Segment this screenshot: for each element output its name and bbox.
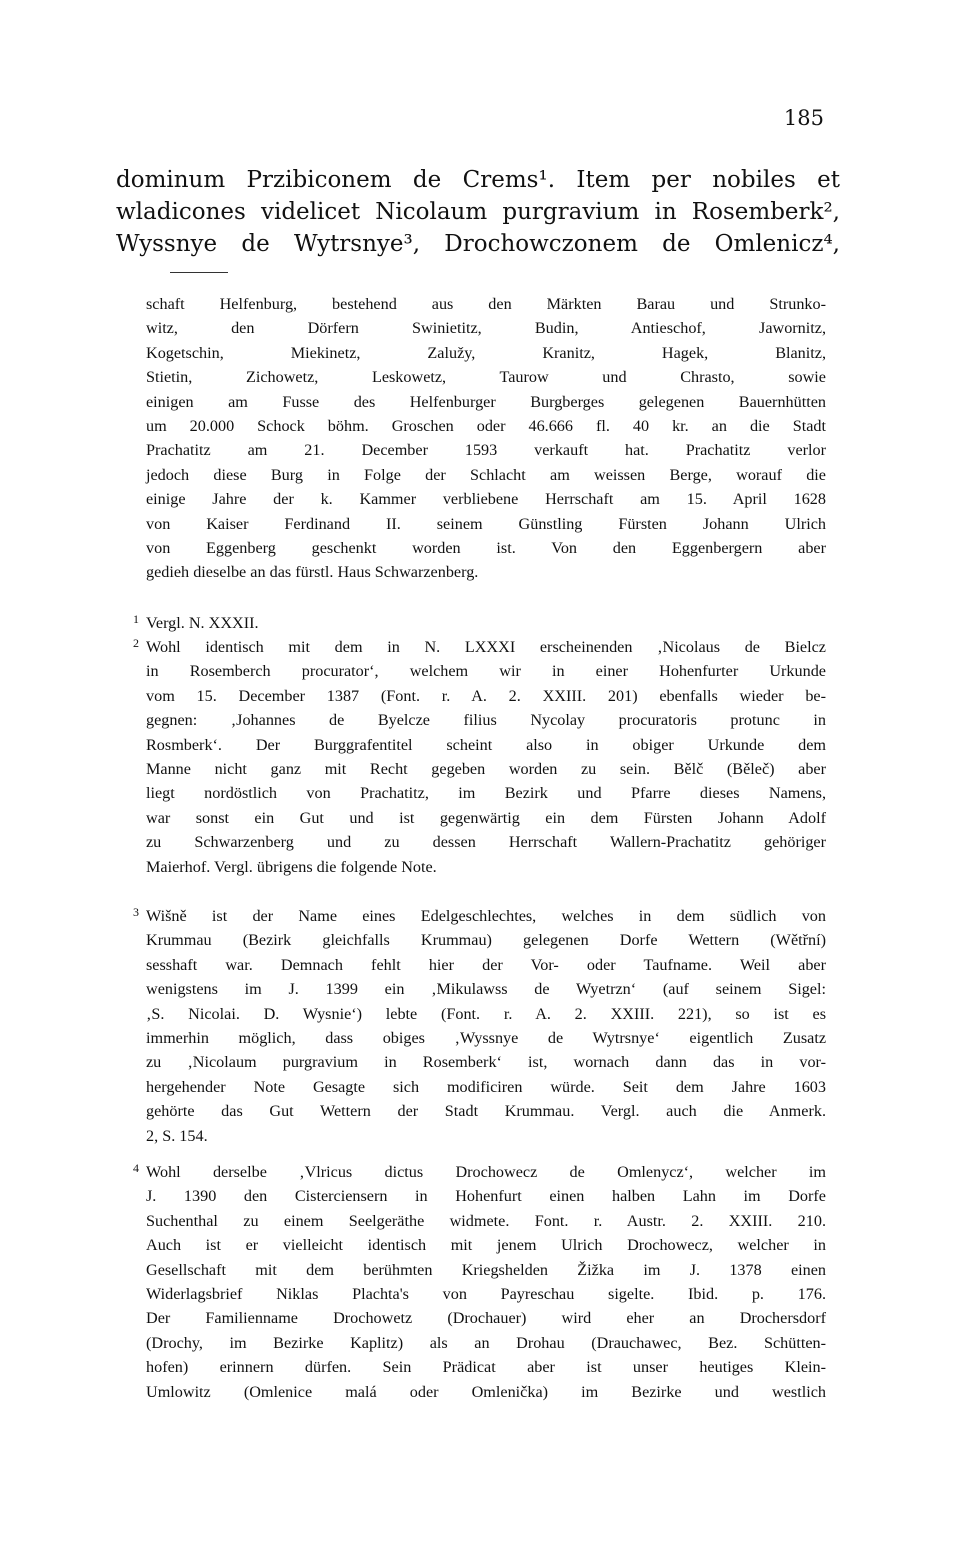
footnote-line: immerhin möglich, dass obiges ‚Wyssnye de Wytrsnye‘ eigentlich Zusatz — [146, 1029, 826, 1048]
footnote-line: Rosmberk‘. Der Burggrafentitel scheint also in obiger Urkunde dem — [146, 735, 826, 754]
footnote-2 — [133, 635, 826, 879]
footnote-line: ‚S. Nicolai. D. Wysnie‘) lebte (Font. r. A. 2. XXIII. 221), so ist es — [146, 1004, 826, 1023]
footnote-line: Maierhof. Vergl. übrigens die folgende Note. — [146, 857, 437, 876]
footnote-line: von Eggenberg geschenkt worden ist. Von den Eggenbergern aber — [146, 539, 826, 558]
footnote-line: um 20.000 Schock böhm. Groschen oder 46.666 fl. 40 kr. an die Stadt — [146, 417, 826, 436]
footnote-line: zu ‚Nicolaum purgravium in Rosemberk‘ ist, wornach dann das in vor- — [146, 1053, 826, 1072]
footnote-line: Kogetschin, Miekinetz, Zalužy, Kranitz, Hagek, Blanitz, — [146, 343, 826, 362]
footnote-line: einige Jahre der k. Kammer verbliebene Herrschaft am 15. April 1628 — [146, 490, 826, 509]
footnote-3 — [133, 904, 826, 1148]
footnote-line: Widerlagsbrief Niklas Plachta's von Payreschau sigelte. Ibid. p. 176. — [146, 1285, 826, 1304]
footnote-continuation — [146, 292, 826, 585]
footnote-line: witz, den Dörfern Swinietitz, Budin, Antieschof, Jawornitz, — [146, 319, 826, 338]
footnote-line: J. 1390 den Cisterciensern in Hohenfurt einen halben Lahn im Dorfe — [146, 1187, 826, 1206]
main-text-line: wladicones videlicet Nicolaum purgravium in Rosemberk², — [116, 199, 840, 225]
footnote-line: schaft Helfenburg, bestehend aus den Märkten Barau und Strunko- — [146, 295, 826, 313]
footnote-line: 2, S. 154. — [146, 1126, 208, 1145]
footnote-line: Umlowitz (Omlenice malá oder Omlenička) im Bezirke und westlich — [146, 1382, 826, 1401]
footnote-4 — [133, 1160, 826, 1404]
footnote-line: hofen) erinnern dürfen. Sein Prädicat aber ist unser heutiges Klein- — [146, 1358, 826, 1377]
footnote-line: Wohl identisch mit dem in N. LXXXI erscheinenden ‚Nicolaus de Bielcz — [146, 638, 826, 656]
footnote-line: gedieh dieselbe an das fürstl. Haus Schwarzenberg. — [146, 563, 479, 582]
footnote-line: Suchenthal zu einem Seelgeräthe widmete. Font. r. Austr. 2. XXIII. 210. — [146, 1211, 826, 1230]
footnote-line: vom 15. December 1387 (Font. r. A. 2. XXIII. 201) ebenfalls wieder be- — [146, 686, 826, 705]
main-text-line: dominum Przibiconem de Crems¹. Item per nobiles et — [116, 167, 840, 193]
footnote-1 — [133, 611, 826, 635]
footnote-line: gehörte das Gut Wettern der Stadt Krummau. Vergl. auch die Anmerk. — [146, 1102, 826, 1121]
footnote-line: einigen am Fusse des Helfenburger Burgberges gelegenen Bauernhütten — [146, 392, 826, 411]
footnote-marker: 4 — [133, 1161, 139, 1175]
footnote-line: Stietin, Zichowetz, Leskowetz, Taurow und Chrasto, sowie — [146, 368, 826, 387]
footnote-marker: 2 — [133, 636, 139, 650]
footnote-line: Vergl. N. XXXII. — [146, 614, 259, 632]
footnote-marker: 3 — [133, 905, 139, 919]
footnote-line: Wišně ist der Name eines Edelgeschlechtes, welches in dem südlich von — [146, 907, 826, 925]
footnote-line: zu Schwarzenberg und zu dessen Herrschaft Wallern-Prachatitz gehöriger — [146, 833, 826, 852]
footnote-line: Wohl derselbe ‚Vlricus dictus Drochowecz de Omlenycz‘, welcher im — [146, 1163, 826, 1181]
footnote-line: Auch ist er vielleicht identisch mit jenem Ulrich Drochowecz, welcher in — [146, 1236, 826, 1255]
footnote-line: liegt nordöstlich von Prachatitz, im Bezirk und Pfarre dieses Namens, — [146, 784, 826, 803]
footnote-line: war sonst ein Gut und ist gegenwärtig ein dem Fürsten Johann Adolf — [146, 808, 826, 827]
footnote-separator — [170, 272, 228, 273]
footnote-line: Prachatitz am 21. December 1593 verkauft hat. Prachatitz verlor — [146, 441, 826, 460]
footnote-line: wenigstens im J. 1399 ein ‚Mikulawss de Wyetrzn‘ (auf seinem Sigel: — [146, 980, 826, 999]
footnote-line: gegnen: ‚Johannes de Byelcze filius Nycolay procuratoris protunc in — [146, 711, 826, 730]
footnote-line: von Kaiser Ferdinand II. seinem Günstling Fürsten Johann Ulrich — [146, 514, 826, 533]
footnote-line: Manne nicht ganz mit Recht gegeben worden zu sein. Bělč (Běleč) aber — [146, 760, 826, 779]
page-number: 185 — [783, 106, 824, 130]
main-text — [116, 164, 840, 260]
footnote-line: jedoch diese Burg in Folge der Schlacht am weissen Berge, worauf die — [146, 465, 826, 484]
footnote-line: Gesellschaft mit dem berühmten Kriegshelden Žižka im J. 1378 einen — [146, 1260, 826, 1279]
footnote-line: in Rosemberch procurator‘, welchem wir in einer Hohenfurter Urkunde — [146, 662, 826, 681]
footnote-line: hergehender Note Gesagte sich modificiren würde. Seit dem Jahre 1603 — [146, 1077, 826, 1096]
footnote-line: Der Familienname Drochowetz (Drochauer) wird eher an Drochersdorf — [146, 1309, 826, 1328]
footnote-line: sesshaft war. Demnach fehlt hier der Vor- oder Taufname. Weil aber — [146, 955, 826, 974]
main-text-line: Wyssnye de Wytrsnye³, Drochowczonem de Omlenicz⁴, — [116, 231, 840, 257]
footnote-line: Krummau (Bezirk gleichfalls Krummau) gelegenen Dorfe Wettern (Wětřní) — [146, 931, 826, 950]
footnote-marker: 1 — [133, 612, 139, 626]
footnote-line: (Drochy, im Bezirke Kaplitz) als an Drohau (Drauchawec, Bez. Schütten- — [146, 1333, 826, 1352]
